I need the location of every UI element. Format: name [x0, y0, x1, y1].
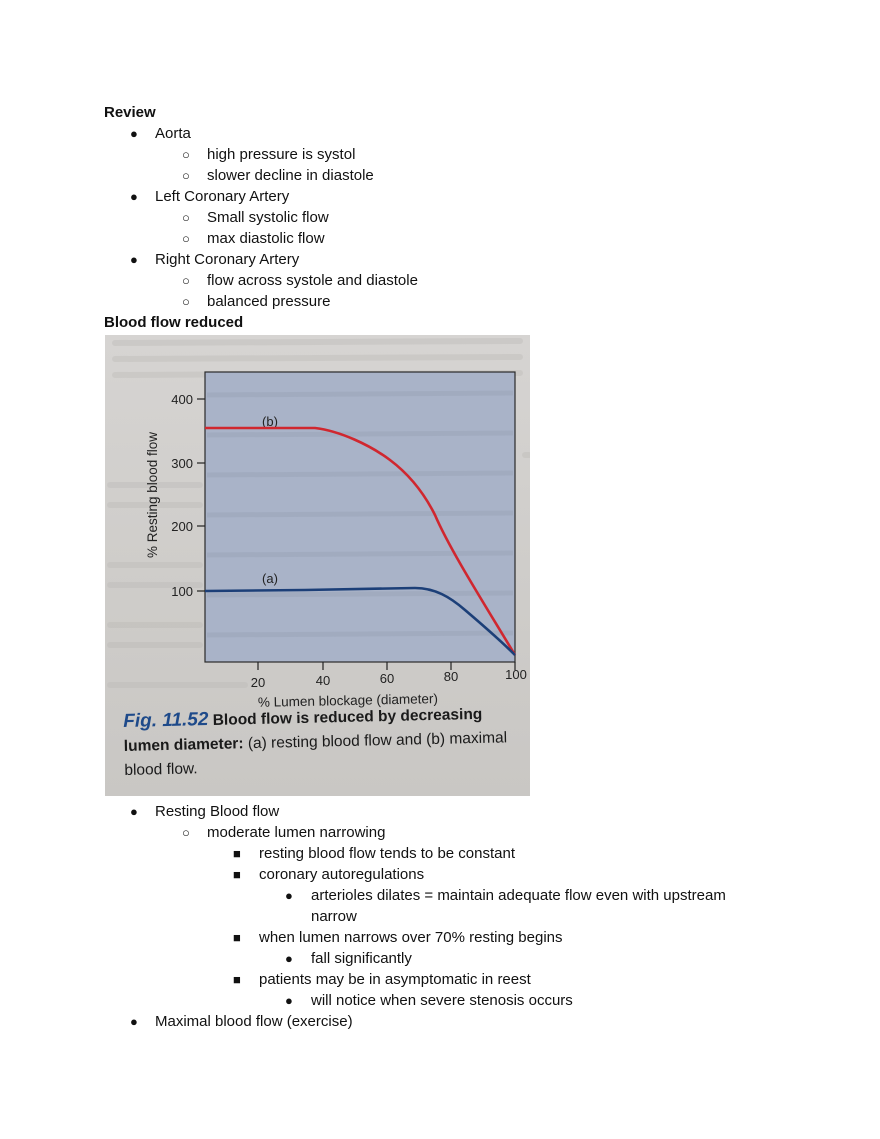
- list-item: balanced pressure: [207, 293, 331, 310]
- list-item: slower decline in diastole: [207, 167, 374, 184]
- list-item: fall significantly: [311, 950, 412, 967]
- x-axis-label: % Lumen blockage (diameter): [257, 691, 439, 710]
- list-item: moderate lumen narrowing: [207, 824, 386, 841]
- heading-review: Review: [104, 104, 156, 121]
- caption-rest: (a) resting blood flow and (b) maximal blood flow.: [124, 729, 508, 779]
- list-item-left-coronary: Left Coronary Artery: [155, 188, 290, 205]
- y-axis-label: % Resting blood flow: [145, 431, 160, 559]
- list-item-resting: Resting Blood flow: [155, 803, 280, 820]
- square-bullet: ■: [233, 867, 241, 882]
- label-a: (a): [262, 571, 278, 586]
- list-item: patients may be in asymptomatic in reest: [259, 971, 531, 988]
- list-item: flow across systole and diastole: [207, 272, 418, 289]
- list-item: when lumen narrows over 70% resting begins: [259, 929, 563, 946]
- disc-bullet: ●: [130, 252, 138, 267]
- list-item: arterioles dilates = maintain adequate flow even with upstream: [311, 887, 726, 904]
- disc-bullet: ●: [285, 951, 293, 966]
- list-item: coronary autoregulations: [259, 866, 425, 883]
- x-tick-60: 60: [379, 671, 395, 686]
- circle-bullet: ○: [182, 147, 190, 162]
- circle-bullet: ○: [182, 210, 190, 225]
- y-tick-100: 100: [171, 584, 193, 599]
- caption-bold: Blood flow is reduced by decreasing lumen diameter:: [123, 705, 483, 755]
- list-item: resting blood flow tends to be constant: [259, 845, 515, 862]
- list-item: Small systolic flow: [207, 209, 329, 226]
- list-item: max diastolic flow: [207, 230, 325, 247]
- y-tick-300: 300: [171, 456, 193, 471]
- disc-bullet: ●: [130, 804, 138, 819]
- list-item-right-coronary: Right Coronary Artery: [155, 251, 300, 268]
- disc-bullet: ●: [130, 126, 138, 141]
- square-bullet: ■: [233, 846, 241, 861]
- disc-bullet: ●: [285, 888, 293, 903]
- figure-photo: [105, 335, 530, 796]
- list-item: will notice when severe stenosis occurs: [311, 992, 573, 1009]
- list-item-aorta: Aorta: [155, 125, 191, 142]
- x-tick-100: 100: [505, 667, 527, 682]
- circle-bullet: ○: [182, 168, 190, 183]
- circle-bullet: ○: [182, 294, 190, 309]
- y-tick-200: 200: [171, 519, 193, 534]
- circle-bullet: ○: [182, 273, 190, 288]
- list-item-maximal: Maximal blood flow (exercise): [155, 1013, 353, 1030]
- disc-bullet: ●: [130, 1014, 138, 1029]
- disc-bullet: ●: [285, 993, 293, 1008]
- y-tick-400: 400: [171, 392, 193, 407]
- circle-bullet: ○: [182, 825, 190, 840]
- x-tick-20: 20: [250, 675, 266, 690]
- disc-bullet: ●: [130, 189, 138, 204]
- circle-bullet: ○: [182, 231, 190, 246]
- square-bullet: ■: [233, 930, 241, 945]
- x-tick-40: 40: [315, 673, 331, 688]
- list-item-continuation: narrow: [311, 908, 357, 925]
- figure-label: Fig. 11.52: [123, 709, 209, 732]
- figure-caption: [123, 701, 525, 783]
- heading-blood-flow-reduced: Blood flow reduced: [104, 314, 244, 331]
- label-b: (b): [262, 414, 278, 429]
- square-bullet: ■: [233, 972, 241, 987]
- x-tick-80: 80: [443, 669, 459, 684]
- list-item: high pressure is systol: [207, 146, 356, 163]
